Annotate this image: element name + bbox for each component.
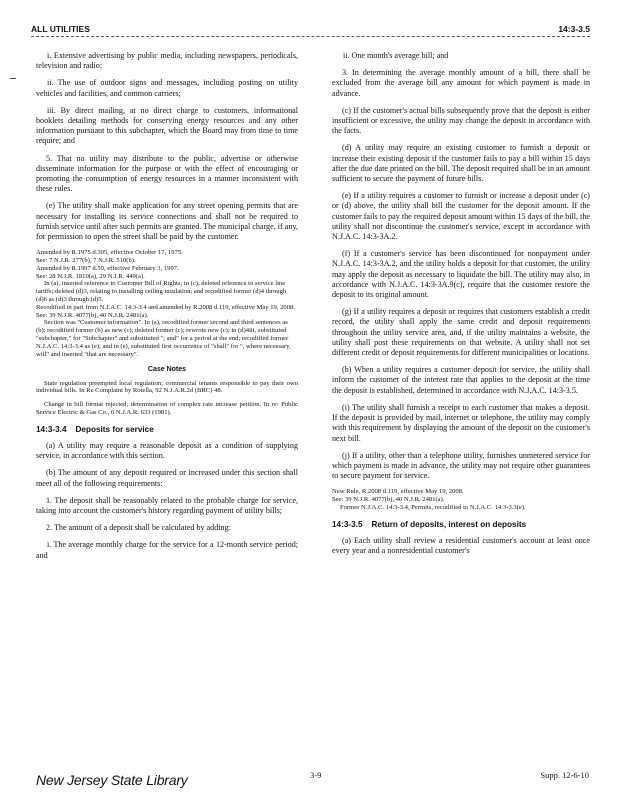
paragraph: ii. One month's average bill; and bbox=[343, 51, 449, 60]
page-footer bbox=[0, 768, 619, 798]
supplement-date: Supp. 12-6-10 bbox=[540, 770, 589, 780]
margin-mark bbox=[10, 78, 16, 79]
paragraph: 2. The amount of a deposit shall be calculated by adding: bbox=[46, 523, 231, 533]
paragraph: (c) If the customer's actual bills subsequently prove that the deposit is either insufficient or excessive, the utility may change the deposit in accordance with the facts. bbox=[332, 105, 590, 136]
paragraph: (g) If a utility requires a deposit or requires that customers establish a credit record, the utility shall apply the same credit and deposit requirements throughout the utility service area, and, if the utility maintains a website, the utility shall post these requirements on that website. A utility shall not set different credit or deposit requirements for different municipalities or locations. bbox=[332, 307, 590, 358]
section-heading bbox=[36, 425, 298, 435]
history-line: In (a), inserted reference to Customer Bill of Rights; in (c), deleted reference to service line tariffs; deleted (d)3, relating to installing ceiling insulation; and recodified former (d)4 through (d)6 as (d)3 through (d)5. bbox=[36, 280, 287, 304]
history-line: Former N.J.A.C. 14:3-3.4, Permits, recodified to N.J.A.C. 14:3-3.3(e). bbox=[340, 503, 526, 511]
paragraph: 3. In determining the average monthly amount of a bill, there shall be excluded from the average bill any amount for which payment is made in advance. bbox=[332, 68, 590, 98]
section-heading bbox=[332, 520, 590, 530]
page-number: 3-9 bbox=[310, 770, 322, 780]
case-note: State regulation preempted local regulation; commercial tenants responsible to pay their own individual bills. In Re Complaint by Rotella, 92 N.J.A.R.2d (BRC) 48. bbox=[36, 379, 298, 395]
case-note: Change in bill format rejected; determination of complex rate increase petition. In re: Public Service Electric & Gas Co., 6 N.J.A.R. 633 (1981). bbox=[36, 401, 298, 416]
paragraph: (h) When a utility requires a customer deposit for service, the utility shall inform the customer of the interest rate that applies to the deposit at the time the deposit is established, determined in accordance with N.J.A.C. 14:3-3.5. bbox=[332, 365, 590, 395]
paragraph: 1. The deposit shall be reasonably related to the probable charge for service, taking into account the customer's history regarding payment of utility bills; bbox=[36, 495, 298, 516]
section-number: 14:3-3.4 bbox=[36, 424, 67, 434]
paragraph: (i) The utility shall furnish a receipt to each customer that makes a deposit. If the deposit is provided by mail, internet or telephone, the utility may comply with this requirement by displaying the amount of the deposit on the customer's next bill. bbox=[332, 402, 590, 443]
history-notes bbox=[36, 249, 298, 358]
paragraph: ii. The use of outdoor signs and messages, including posting on utility vehicles and facilities, and common carriers; bbox=[36, 78, 298, 98]
paragraph: (a) Each utility shall review a residential customer's account at least once every year and a nonresidential customer's bbox=[332, 535, 590, 556]
header-title: ALL UTILITIES bbox=[31, 24, 90, 34]
library-stamp: New Jersey State Library bbox=[36, 772, 188, 788]
history-line: See: 39 N.J.R. 4077(b), 40 N.J.R. 2481(a). bbox=[332, 496, 445, 504]
case-notes-heading: Case Notes bbox=[147, 366, 187, 374]
paragraph: (d) A utility may require an existing customer to furnish a deposit or increase their existing deposit if the customer fails to pay a bill within 15 days after the due date printed on the bill. The deposit required shall be in an amount sufficient to secure the payment of future bills. bbox=[332, 143, 590, 184]
paragraph: i. Extensive advertising by public media, including newspapers, periodicals, television and radio; bbox=[36, 51, 298, 71]
history-line: See: 39 N.J.R. 4077(b), 40 N.J.R. 2481(a). bbox=[36, 311, 149, 319]
paragraph: i. The average monthly charge for the service for a 12-month service period; and bbox=[36, 540, 298, 560]
history-notes bbox=[332, 488, 590, 511]
running-header bbox=[31, 20, 590, 37]
paragraph: (f) If a customer's service has been discontinued for nonpayment under N.J.A.C. 14:3-3A.2, and the utility holds a deposit for that customer, the utility may apply the deposit as necessary to liquidate the bill. The utility may also, in accordance with N.J.A.C. 14:3-3A.9(c), require that the customer restore the deposit to its original amount. bbox=[332, 249, 590, 300]
history-line: Amended by R.1997 d.59, effective February 3, 1997. bbox=[36, 264, 179, 272]
paragraph: (e) If a utility requires a customer to furnish or increase a deposit under (c) or (d) above, the utility shall bill the customer for the deposit amount. If the customer fails to pay the required deposit amount within 15 days of the bill, the utility shall not discontinue the customer's service, except in accordance with N.J.A.C. 14:3-3A.2. bbox=[332, 191, 590, 242]
header-section: 14:3-3.5 bbox=[558, 24, 590, 34]
paragraph: iii. By direct mailing, at no direct charge to customers, informational booklets detailing methods for conserving energy resources and any other information pursuant to this subchapter, which the Board may from time to time require; and bbox=[36, 105, 298, 146]
paragraph: (e) The utility shall make application for any street opening permits that are necessary for installing its service connections and shall not be required to furnish service until after such permits are granted. The municipal charge, if any, for permission to open the street shall be paid by the customer. bbox=[36, 201, 298, 242]
right-column bbox=[332, 51, 590, 563]
paragraph: (a) A utility may require a reasonable deposit as a condition of supplying service, in accordance with this section. bbox=[36, 441, 298, 461]
paragraph: 5. That no utility may distribute to the public, advertise or otherwise disseminate information for the purpose or with the effect of encouraging or promoting the consumption of energy resources in a manner inconsistent with these rules. bbox=[36, 153, 298, 194]
left-column bbox=[36, 51, 298, 568]
history-line: See: 7 N.J.R. 277(b), 7 N.J.R. 510(b). bbox=[36, 257, 136, 265]
section-title: Deposits for service bbox=[75, 424, 154, 434]
history-line: Amended by R.1975 d.305, effective October 17, 1975. bbox=[36, 249, 183, 257]
section-number: 14:3-3.5 bbox=[332, 519, 363, 529]
paragraph: (b) The amount of any deposit required or increased under this section shall meet all of the following requirements: bbox=[36, 468, 298, 488]
paragraph: (j) If a utility, other than a telephone utility, furnishes unmetered service for which payment is made in advance, the utility may not require other guarantees to secure payment for service. bbox=[332, 450, 590, 481]
section-title: Return of deposits, interest on deposits bbox=[371, 519, 527, 529]
history-line: New Rule, R.2008 d.119, effective May 19, 2008. bbox=[332, 488, 464, 496]
history-line: Section was "Customer information". In (a), recodified former second and third sentences as (b); recodified former (b) as new (c); deleted former (c); rewrote new (c); in (d)4iii, substituted "subchapter," for "Subchapter" and substituted "; and" for a period at the end; recodified former N.J.A.C. 14:3-3.4 as (e); and in (e), substituted first occurrence of "shall" for ", where necessary, will" and inserted "that are necessary". bbox=[36, 319, 291, 358]
history-line: Recodified in part from N.J.A.C. 14:3-3.4 and amended by R.2008 d.119, effective May 19, 2008. bbox=[36, 303, 295, 311]
history-line: See: 28 N.J.R. 1810(a), 29 N.J.R. 449(a). bbox=[36, 272, 145, 280]
